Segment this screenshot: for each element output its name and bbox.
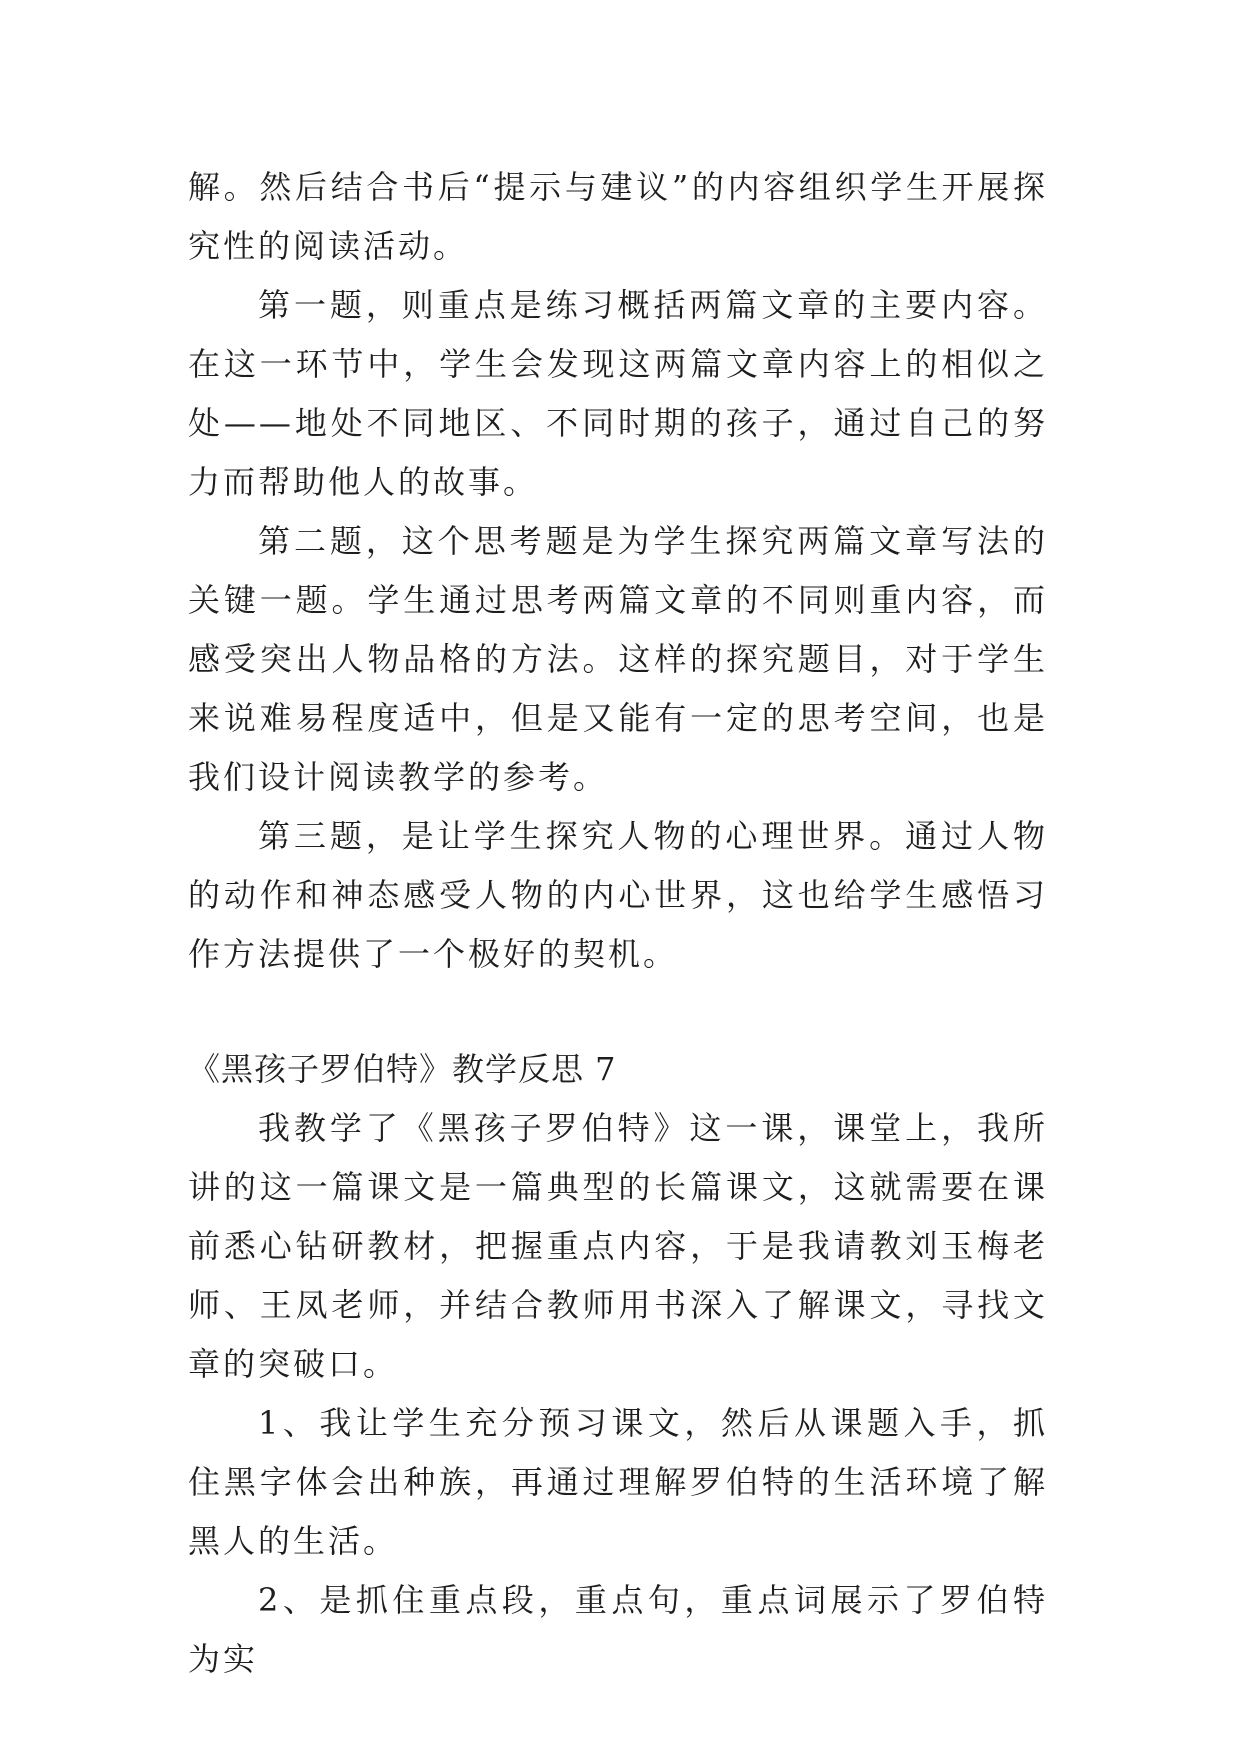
paragraph: 2、是抓住重点段，重点句，重点词展示了罗伯特为实 bbox=[188, 1581, 1048, 1678]
paragraph: 解。然后结合书后“提示与建议”的内容组织学生开展探究性的阅读活动。 bbox=[188, 168, 1048, 265]
paragraph: 我教学了《黑孩子罗伯特》这一课，课堂上，我所讲的这一篇课文是一篇典型的长篇课文，这就需要在课前悉心钻研教材，把握重点内容，于是我请教刘玉梅老师、王凤老师，并结合教师用书深入了解课文，寻找文章的突破口。 bbox=[188, 1109, 1048, 1383]
section-heading: 《黑孩子罗伯特》教学反思 7 bbox=[188, 1050, 617, 1088]
paragraph: 第三题，是让学生探究人物的心理世界。通过人物的动作和神态感受人物的内心世界，这也给学生感悟习作方法提供了一个极好的契机。 bbox=[188, 817, 1048, 973]
paragraph: 第二题，这个思考题是为学生探究两篇文章写法的关键一题。学生通过思考两篇文章的不同则重内容，而感受突出人物品格的方法。这样的探究题目，对于学生来说难易程度适中，但是又能有一定的思考空间，也是我们设计阅读教学的参考。 bbox=[188, 522, 1048, 796]
paragraph: 1、我让学生充分预习课文，然后从课题入手，抓住黑字体会出种族，再通过理解罗伯特的生活环境了解黑人的生活。 bbox=[188, 1404, 1048, 1560]
paragraph: 第一题，则重点是练习概括两篇文章的主要内容。在这一环节中，学生会发现这两篇文章内容上的相似之处——地处不同地区、不同时期的孩子，通过自己的努力而帮助他人的故事。 bbox=[188, 286, 1048, 501]
document-body bbox=[188, 158, 1048, 1689]
